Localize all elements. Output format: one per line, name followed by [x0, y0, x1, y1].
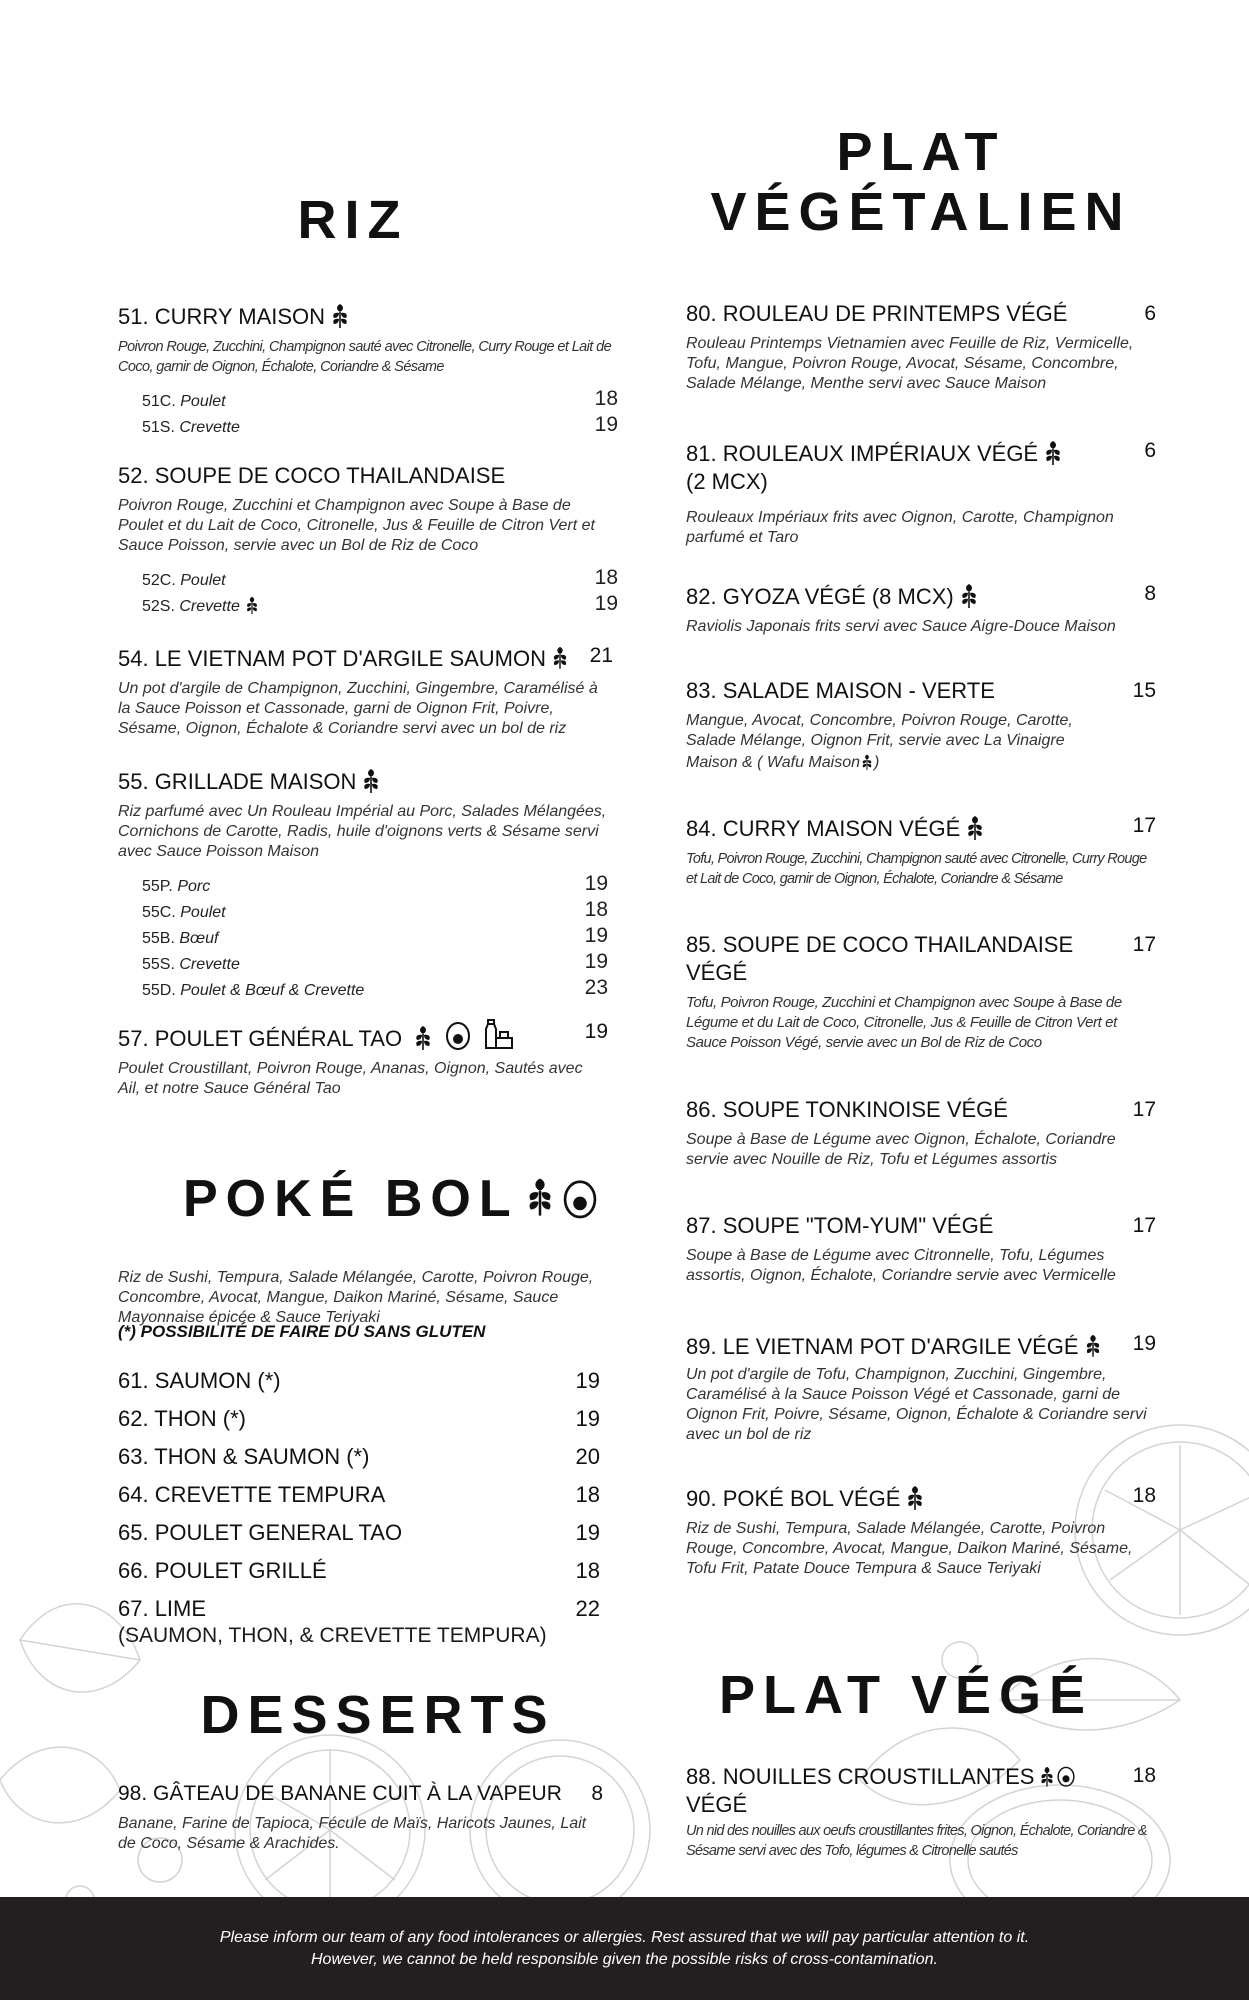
poke-description: Riz de Sushi, Tempura, Salade Mélangée, Carotte, Poivron Rouge, Concombre, Avocat, Mangue, Daikon Mariné, Sésame, Sauce Mayonnaise épicée & Sauce Teriyaki	[118, 1269, 594, 1326]
item-price: 17	[1132, 1214, 1156, 1237]
item-description: Riz de Sushi, Tempura, Salade Mélangée, Carotte, Poivron Rouge, Concombre, Avocat, Mangue, Daikon Mariné, Sésame, Tofu Frit, Patate Douce Tempura & Sauce Teriyaki	[686, 1520, 1133, 1577]
variant-52s: 52S. Crevette 19	[142, 592, 618, 615]
plat-vege-title: PLAT VÉGÉ	[718, 1665, 1094, 1725]
item-price: 18	[1132, 1484, 1156, 1507]
item-description: Soupe à Base de Légume avec Oignon, Échalote, Coriandre servie avec Nouille de Riz, Tofu et Légumes assortis	[686, 1131, 1116, 1168]
wheat-icon	[958, 580, 980, 608]
desserts-title: DESSERTS	[200, 1685, 556, 1745]
item-description: Poivron Rouge, Zucchini, Champignon sauté avec Citronelle, Curry Rouge et Lait de Coco, garnir de Oignon, Échalote, Coriandre & Sésame	[118, 339, 612, 375]
poke-item-65: 65. POULET GENERAL TAO 19	[118, 1520, 600, 1545]
wheat-icon	[1038, 1762, 1056, 1788]
item-description: Raviolis Japonais frits servi avec Sauce Aigre-Douce Maison	[686, 618, 1116, 635]
variant-55s: 55S. Crevette 19	[142, 950, 608, 973]
variant-51c: 51C. Poulet 18	[142, 387, 618, 410]
egg-icon	[561, 1176, 599, 1220]
wheat-icon	[523, 1168, 557, 1220]
variant-55d: 55D. Poulet & Bœuf & Crevette 23	[142, 976, 608, 999]
gluten-free-note: (*) POSSIBILITÉ DE FAIRE DU SANS GLUTEN	[118, 1322, 486, 1341]
item-name: 90. POKÉ BOL VÉGÉ	[686, 1486, 901, 1511]
item-price: 21	[589, 644, 613, 667]
menu-item-83: 83. SALADE MAISON - VERTE 15 Mangue, Avocat, Concombre, Poivron Rouge, Carotte, Salade Mélange, Oignon Frit, servie avec La Vinaigre Maison & ( Wafu Maison )	[686, 678, 1156, 771]
item-description: Tofu, Poivron Rouge, Zucchini et Champignon avec Soupe à Base de Légume et du Lait de Coco, Citronelle, Jus & Feuille de Citron Vert et Sauce Poisson Végé, servie avec un Bol de Riz de Coco	[686, 994, 1122, 1051]
menu-item-86	[686, 1096, 1156, 1170]
wheat-icon	[412, 1022, 434, 1050]
menu-item-52	[118, 462, 618, 616]
milk-bottle-icon	[482, 1018, 516, 1050]
item-name: 98. GÂTEAU DE BANANE CUIT À LA VAPEUR	[118, 1782, 562, 1805]
item-name-line2: VÉGÉ	[686, 960, 748, 985]
item-price: 6	[1144, 439, 1156, 462]
vegan-title: PLAT VÉGÉTALIEN	[710, 122, 1132, 243]
poke-item-67: 67. LIME 22	[118, 1596, 600, 1621]
wheat-icon	[964, 812, 986, 840]
item-description: Banane, Farine de Tapioca, Fécule de Maïs, Haricots Jaunes, Lait de Coco, Sésame & Arachides.	[118, 1815, 587, 1852]
item-name: 52. SOUPE DE COCO THAILANDAISE	[118, 463, 506, 488]
item-price: 8	[591, 1782, 603, 1805]
menu-item-54	[118, 642, 613, 739]
wheat-icon	[860, 751, 874, 771]
menu-item-81	[686, 437, 1156, 548]
item-name: 87. SOUPE "TOM-YUM" VÉGÉ	[686, 1213, 994, 1238]
item-description: Un nid des nouilles aux oeufs croustillantes frites, Oignon, Échalote, Coriandre & Sésame servi avec des Tofo, légumes & Citronelle sautés	[686, 1823, 1147, 1859]
item-price: 8	[1144, 582, 1156, 605]
footer-line-1: Please inform our team of any food intolerances or allergies. Rest assured that we will pay particular attention to it.	[219, 1928, 1030, 1946]
item-price: 18	[1132, 1764, 1156, 1787]
riz-title: RIZ	[297, 190, 409, 250]
item-name: 84. CURRY MAISON VÉGÉ	[686, 816, 961, 841]
footer-line-2: However, we cannot be held responsible given the possible risks of cross-contamination.	[311, 1950, 938, 1968]
menu-item-84	[686, 812, 1156, 889]
wheat-icon	[1083, 1330, 1103, 1358]
menu-item-88	[686, 1762, 1156, 1861]
item-name: 88. NOUILLES CROUSTILLANTES	[686, 1764, 1035, 1789]
menu-item-82	[686, 580, 1156, 637]
egg-icon	[444, 1020, 472, 1050]
wheat-icon	[550, 642, 570, 670]
item-description: Mangue, Avocat, Concombre, Poivron Rouge, Carotte, Salade Mélange, Oignon Frit, servie avec La Vinaigre Maison & ( Wafu Maison	[686, 712, 1073, 771]
item-name: 82. GYOZA VÉGÉ (8 MCX)	[686, 584, 954, 609]
item-name-line2: (2 MCX)	[686, 469, 768, 494]
item-price: 17	[1132, 814, 1156, 837]
item-name: 89. LE VIETNAM POT D'ARGILE VÉGÉ	[686, 1334, 1079, 1359]
poke-item-66: 66. POULET GRILLÉ 18	[118, 1558, 600, 1583]
variant-55c: 55C. Poulet 18	[142, 898, 608, 921]
wheat-icon	[244, 593, 260, 615]
item-price: 17	[1132, 1098, 1156, 1121]
menu-item-98	[118, 1780, 603, 1854]
item-name: 57. POULET GÉNÉRAL TAO	[118, 1026, 403, 1051]
menu-item-80	[686, 300, 1156, 394]
menu-item-85	[686, 931, 1156, 1053]
item-description: Soupe à Base de Légume avec Citronnelle, Tofu, Légumes assortis, Oignon, Échalote, Coriandre servie avec Vermicelle	[686, 1247, 1116, 1284]
item-price: 19	[1132, 1332, 1156, 1355]
item-description: Poulet Croustillant, Poivron Rouge, Ananas, Oignon, Sautés avec Ail, et notre Sauce Général Tao	[118, 1060, 583, 1097]
menu-item-89	[686, 1330, 1156, 1445]
item-description: Poivron Rouge, Zucchini et Champignon avec Soupe à Base de Poulet et du Lait de Coco, Citronelle, Jus & Feuille de Citron Vert et Sauce Poisson, servie avec un Bol de Riz de Coco	[118, 497, 595, 554]
poke-bol-title: POKÉ BOL	[183, 1168, 623, 1228]
variant-51s: 51S. Crevette 19	[142, 413, 618, 436]
item-description: Rouleaux Impériaux frits avec Oignon, Carotte, Champignon parfumé et Taro	[686, 509, 1114, 546]
variant-55p: 55P. Porc 19	[142, 872, 608, 895]
wheat-icon	[360, 765, 382, 793]
item-name: 80. ROULEAU DE PRINTEMPS VÉGÉ	[686, 301, 1068, 326]
poke-item-61: 61. SAUMON (*) 19	[118, 1368, 600, 1393]
wheat-icon	[1042, 437, 1064, 465]
item-name: 83. SALADE MAISON - VERTE	[686, 678, 995, 703]
item-price: 6	[1144, 302, 1156, 325]
item-name: 51. CURRY MAISON	[118, 304, 326, 329]
item-name: 81. ROULEAUX IMPÉRIAUX VÉGÉ	[686, 441, 1039, 466]
item-description: Un pot d'argile de Champignon, Zucchini, Gingembre, Caramélisé à la Sauce Poisson et Cassonade, garni de Oignon Frit, Poivre, Sésame, Oignon, Échalote & Coriandre servi avec un bol de riz	[118, 680, 598, 737]
egg-icon	[1056, 1764, 1076, 1788]
item-description: Tofu, Poivron Rouge, Zucchini, Champignon sauté avec Citronelle, Curry Rouge et Lait de Coco, garnir de Oignon, Échalote, Coriandre & Sésame	[686, 851, 1147, 887]
wheat-icon	[904, 1482, 926, 1510]
menu-item-55	[118, 765, 608, 1000]
variant-55b: 55B. Bœuf 19	[142, 924, 608, 947]
item-description: Riz parfumé avec Un Rouleau Impérial au Porc, Salades Mélangées, Cornichons de Carotte, Radis, huile d'oignons verts & Sésame servi avec Sauce Poisson Maison	[118, 803, 607, 860]
poke-item-62: 62. THON (*) 19	[118, 1406, 600, 1431]
menu-item-90	[686, 1482, 1156, 1579]
item-name: 85. SOUPE DE COCO THAILANDAISE	[686, 932, 1074, 957]
allergy-footer	[0, 1897, 1249, 2000]
item-price: 19	[584, 1020, 608, 1043]
item-description: Un pot d'argile de Tofu, Champignon, Zucchini, Gingembre, Caramélisé à la Sauce Poisson Végé et Cassonade, garni de Oignon Frit, Poivre, Sésame, Oignon, Échalote & Coriandre servi avec un bol de riz	[686, 1366, 1147, 1443]
poke-item-63: 63. THON & SAUMON (*) 20	[118, 1444, 600, 1469]
poke-list	[118, 1362, 600, 1648]
wheat-icon	[329, 300, 351, 328]
poke-item-64: 64. CREVETTE TEMPURA 18	[118, 1482, 600, 1507]
item-price: 15	[1132, 679, 1156, 702]
menu-item-57	[118, 1018, 608, 1099]
item-description: Rouleau Printemps Vietnamien avec Feuille de Riz, Vermicelle, Tofu, Mangue, Poivron Rouge, Avocat, Sésame, Concombre, Salade Mélange, Menthe servi avec Sauce Maison	[686, 335, 1134, 392]
menu-item-87	[686, 1212, 1156, 1286]
item-name: 55. GRILLADE MAISON	[118, 769, 357, 794]
item-name: 86. SOUPE TONKINOISE VÉGÉ	[686, 1097, 1008, 1122]
menu-item-51	[118, 300, 618, 437]
poke-item-67-subtitle: (SAUMON, THON, & CREVETTE TEMPURA)	[118, 1624, 547, 1647]
item-price: 17	[1132, 933, 1156, 956]
variant-52c: 52C. Poulet 18	[142, 566, 618, 589]
item-name-line2: VÉGÉ	[686, 1792, 748, 1817]
item-name: 54. LE VIETNAM POT D'ARGILE SAUMON	[118, 646, 547, 671]
